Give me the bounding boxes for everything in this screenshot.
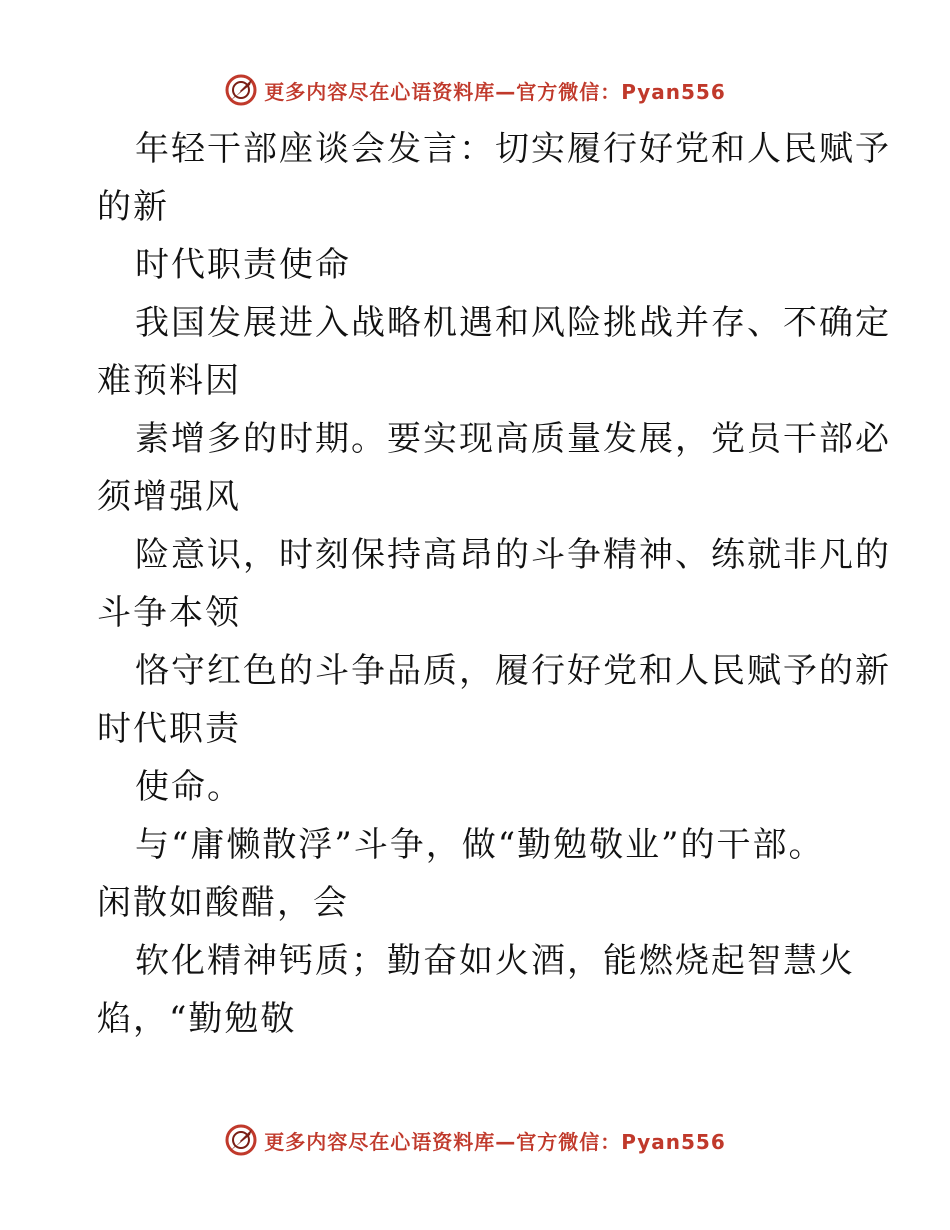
text-line: 使命。 — [135, 767, 243, 807]
text-line: 时代职责 — [97, 709, 241, 749]
text-line: 与“庸懒散浮”斗争，做“勤勉敬业”的干部。 — [135, 825, 825, 865]
header-banner — [0, 70, 950, 110]
text-line: 焰，“勤勉敬 — [97, 999, 297, 1039]
text-line: 软化精神钙质；勤奋如火酒，能燃烧起智慧火 — [135, 941, 855, 981]
text-line: 闲散如酸醋，会 — [97, 883, 349, 923]
text-line: 的新 — [97, 187, 169, 227]
text-line: 时代职责使命 — [135, 245, 351, 285]
text-line: 恪守红色的斗争品质，履行好党和人民赋予的新 — [135, 651, 891, 691]
text-line: 年轻干部座谈会发言：切实履行好党和人民赋予 — [135, 129, 891, 169]
text-line: 险意识，时刻保持高昂的斗争精神、练就非凡的 — [135, 535, 891, 575]
text-line: 素增多的时期。要实现高质量发展，党员干部必 — [135, 419, 891, 459]
footer-banner-text: 更多内容尽在心语资料库—官方微信：Pyan556 — [264, 1129, 726, 1154]
text-line: 斗争本领 — [97, 593, 241, 633]
text-line: 难预料因 — [97, 361, 241, 401]
header-banner-text: 更多内容尽在心语资料库—官方微信：Pyan556 — [264, 79, 726, 104]
text-line: 须增强风 — [97, 477, 241, 517]
logo-icon — [224, 73, 258, 107]
document-body — [97, 120, 891, 1048]
footer-banner — [0, 1120, 950, 1160]
text-line: 我国发展进入战略机遇和风险挑战并存、不确定 — [135, 303, 891, 343]
logo-icon — [224, 1123, 258, 1157]
